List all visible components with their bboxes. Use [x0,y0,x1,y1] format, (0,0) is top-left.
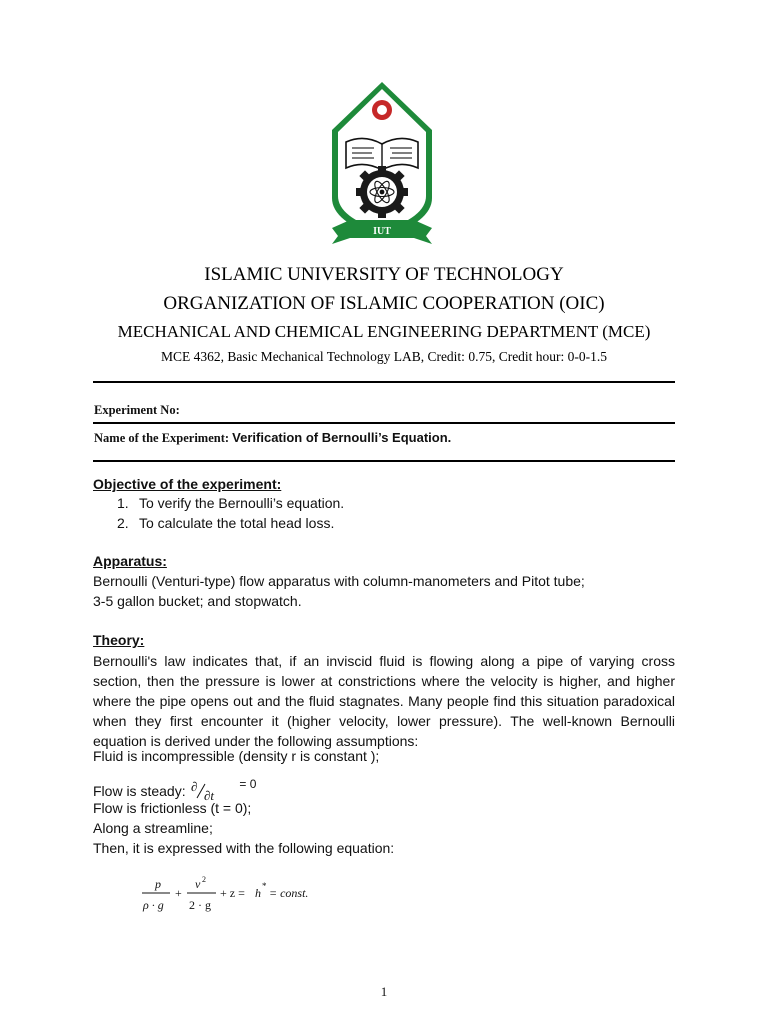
equation-intro: Then, it is expressed with the following equation: [93,840,395,856]
eq-two-g: 2 · g [189,898,211,912]
steady-equals: = 0 [239,777,257,791]
objective-heading: Objective of the experiment: [93,476,282,492]
experiment-no-label: Experiment No: [94,403,180,417]
iut-logo-icon [328,80,436,252]
eq-v: v [195,877,201,891]
assumption-streamline: Along a streamline; [93,820,213,836]
divider-bottom [93,460,675,462]
theory-paragraph: Bernoulli's law indicates that, if an inviscid fluid is flowing along a pipe of varying cross section, then the pressure is lower at constrictions where the velocity is higher, and higher where the pipe opens out and the fluid stagnates. Many people find this situation paradoxical when they first encounter it (higher velocity, lower pressure). The well-known Bernoulli equation is derived under the following assumptions: [93,653,675,749]
eq-rho-g: ρ · g [143,898,164,912]
eq-h-star: * [262,881,267,891]
list-item [117,495,344,511]
eq-plus-2: + z = [220,886,245,900]
partial-derivative-icon [189,780,235,802]
bernoulli-equation [138,872,338,922]
assumption-steady [93,777,257,802]
list-item [117,515,334,531]
eq-plus-1: + [175,886,182,900]
svg-text:∂t: ∂t [204,788,215,802]
apparatus-line: Bernoulli (Venturi-type) flow apparatus with column-manometers and Pitot tube; [93,573,585,589]
divider-top [93,381,675,383]
eq-h: h [255,886,261,900]
apparatus-heading: Apparatus: [93,553,167,569]
steady-label: Flow is steady: [93,783,186,799]
eq-p: p [155,877,161,891]
experiment-name-value: Verification of Bernoulli’s Equation. [232,430,452,445]
experiment-name-label: Name of the Experiment: [94,431,230,445]
apparatus-line: 3-5 gallon bucket; and stopwatch. [93,593,302,609]
list-item-text: To calculate the total head loss. [139,515,335,531]
department-name: MECHANICAL AND CHEMICAL ENGINEERING DEPARTMENT (MCE) [117,322,651,341]
eq-v-square: 2 [202,875,206,884]
list-item-number: 1. [117,495,129,511]
list-item-number: 2. [117,515,129,531]
list-item-text: To verify the Bernoulli’s equation. [139,495,345,511]
assumption-incompressible: Fluid is incompressible (density r is constant ); [93,748,380,764]
logo-banner-text: IUT [373,226,391,237]
experiment-name-row [94,430,451,446]
assumption-frictionless: Flow is frictionless (t = 0); [93,800,252,816]
university-name: ISLAMIC UNIVERSITY OF TECHNOLOGY [204,264,564,285]
theory-heading: Theory: [93,632,145,648]
divider-middle [93,422,675,424]
svg-text:∂: ∂ [191,780,198,794]
page-number: 1 [380,984,388,999]
organization-name: ORGANIZATION OF ISLAMIC COOPERATION (OIC) [163,293,605,314]
eq-const: = const. [269,886,309,900]
course-info: MCE 4362, Basic Mechanical Technology LAB, Credit: 0.75, Credit hour: 0-0-1.5 [160,349,608,364]
